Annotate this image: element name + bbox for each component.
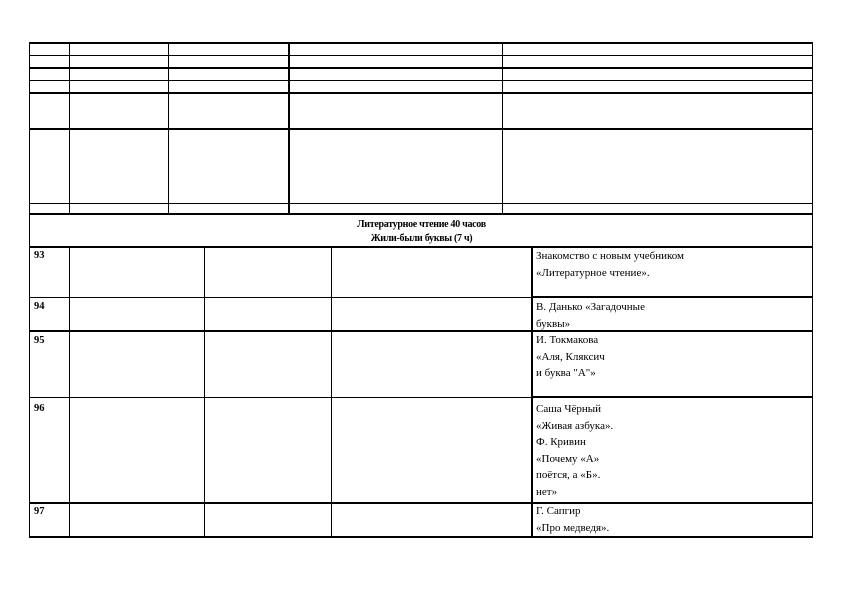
grid-line (29, 42, 30, 215)
lesson-number: 96 (34, 403, 45, 414)
lesson-topic: Г. Сапгир «Про медведя». (536, 505, 610, 534)
grid-line (29, 55, 813, 56)
grid-line (531, 396, 813, 398)
grid-line (531, 296, 813, 298)
grid-line (29, 536, 813, 538)
grid-line (29, 213, 813, 215)
grid-line (29, 246, 813, 248)
grid-line (29, 297, 532, 298)
grid-line (29, 246, 30, 537)
grid-line (69, 246, 70, 537)
grid-line (29, 80, 813, 81)
grid-line (29, 502, 813, 504)
grid-line (502, 42, 503, 215)
grid-line (168, 42, 169, 215)
section-subtitle: Жили-были буквы (7 ч) (370, 233, 473, 244)
grid-line (69, 42, 70, 215)
grid-line (29, 203, 813, 204)
grid-line (204, 246, 205, 537)
grid-line (812, 246, 813, 537)
grid-line (29, 397, 532, 398)
lesson-topic: Знакомство с новым учебником «Литературное чтение». (536, 250, 685, 279)
section-title: Литературное чтение 40 часов (357, 219, 486, 230)
lesson-number: 94 (34, 301, 45, 312)
lesson-topic: Саша Чёрный «Живая азбука». Ф. Кривин «Почему «А» поётся, а «Б». нет» (536, 403, 614, 498)
lesson-topic: В. Данько «Загадочные буквы» (536, 301, 645, 330)
grid-line (812, 42, 813, 215)
grid-line (531, 246, 533, 537)
lesson-number: 97 (34, 506, 45, 517)
lesson-number: 93 (34, 250, 45, 261)
lesson-number: 95 (34, 335, 45, 346)
grid-line (29, 67, 813, 69)
lesson-topic: И. Токмакова «Аля, Кляксич и буква "А"» (536, 334, 605, 379)
grid-line (288, 42, 290, 215)
grid-line (29, 330, 813, 332)
grid-line (29, 128, 813, 130)
grid-line (331, 246, 332, 537)
grid-line (29, 42, 813, 44)
grid-line (29, 92, 813, 94)
